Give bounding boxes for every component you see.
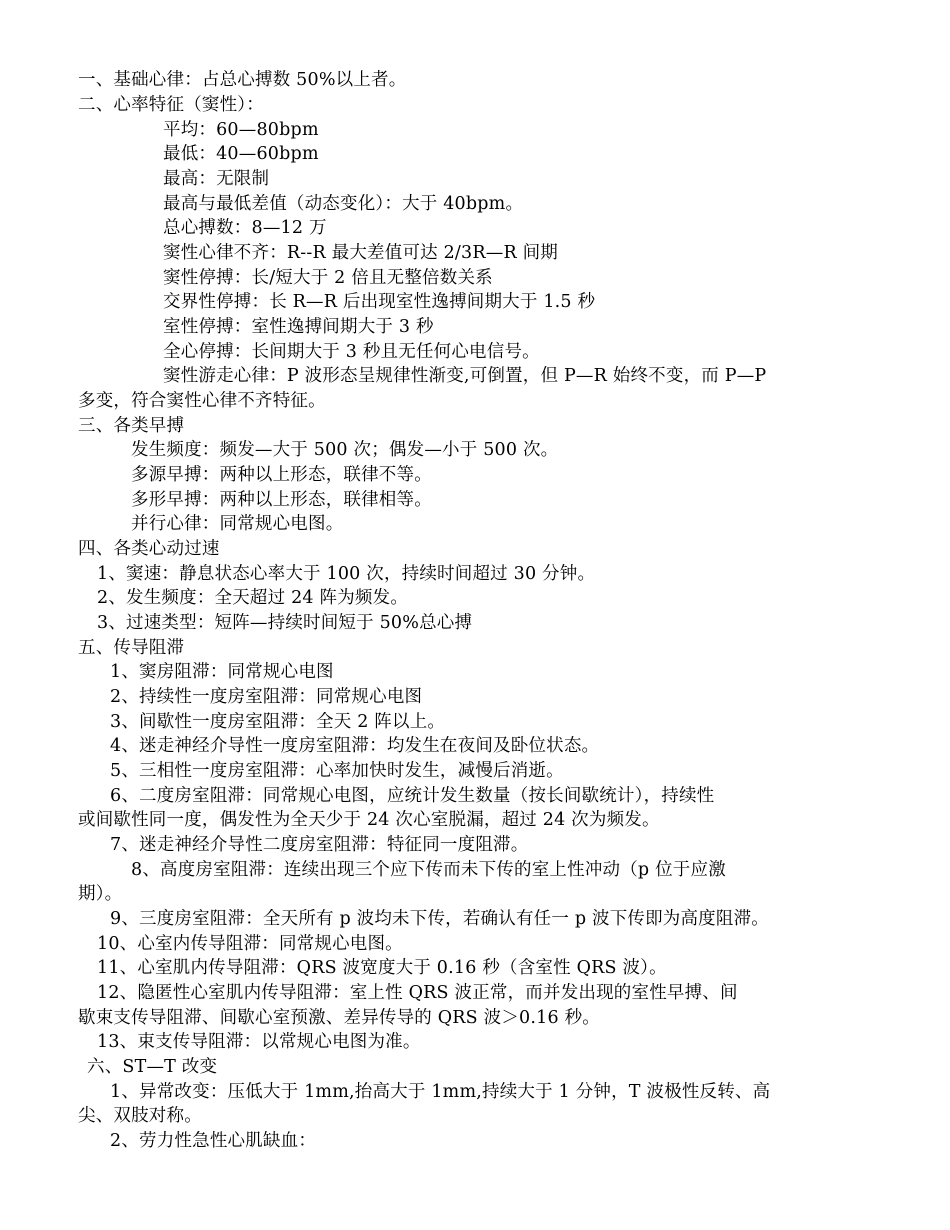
text-line: 或间歇性同一度，偶发性为全天少于 24 次心室脱漏，超过 24 次为频发。: [78, 810, 660, 830]
text-line: 2、劳力性急性心肌缺血：: [110, 1131, 317, 1151]
section-heading-basic-rhythm: 一、基础心律：占总心搏数 50%以上者。: [78, 70, 407, 90]
text-line: 歇束支传导阻滞、间歇心室预激、差异传导的 QRS 波＞0.16 秒。: [78, 1008, 600, 1028]
text-line: 期）。: [78, 884, 123, 904]
text-line: 窦性停搏：长/短大于 2 倍且无整倍数关系: [163, 268, 493, 288]
text-line: 全心停搏：长间期大于 3 秒且无任何心电信号。: [163, 342, 540, 362]
text-line: 1、窦速：静息状态心率大于 100 次，持续时间超过 30 分钟。: [97, 564, 596, 584]
text-line: 多形早搏：两种以上形态，联律相等。: [131, 490, 432, 510]
text-line: 13、束支传导阻滞：以常规心电图为准。: [97, 1032, 421, 1052]
text-line: 最高：无限制: [163, 169, 270, 189]
text-line: 11、心室肌内传导阻滞：QRS 波宽度大于 0.16 秒（含室性 QRS 波）。: [97, 958, 667, 978]
text-line: 9、三度房室阻滞：全天所有 p 波均未下传，若确认有任一 p 波下传即为高度阻滞。: [110, 909, 769, 929]
text-line: 窦性心律不齐：R--R 最大差值可达 2/3R—R 间期: [163, 243, 558, 263]
text-line: 尖、双肢对称。: [78, 1106, 202, 1126]
text-line: 交界性停搏：长 R—R 后出现室性逸搏间期大于 1.5 秒: [163, 292, 596, 312]
text-line: 3、间歇性一度房室阻滞：全天 2 阵以上。: [110, 712, 446, 732]
section-heading-heart-rate: 二、心率特征（窦性）：: [78, 95, 264, 115]
text-line: 8、高度房室阻滞：连续出现三个应下传而未下传的室上性冲动（p 位于应激: [131, 860, 726, 880]
text-line: 最低：40—60bpm: [163, 144, 319, 164]
text-line: 6、二度房室阻滞：同常规心电图，应统计发生数量（按长间歇统计），持续性: [110, 786, 715, 806]
text-line: 最高与最低差值（动态变化）：大于 40bpm。: [163, 194, 524, 214]
section-heading-tachycardia: 四、各类心动过速: [78, 539, 220, 559]
text-line: 平均：60—80bpm: [163, 120, 319, 140]
section-heading-conduction-block: 五、传导阻滞: [78, 638, 185, 658]
text-line: 4、迷走神经介导性一度房室阻滞：均发生在夜间及卧位状态。: [110, 736, 600, 756]
text-line: 12、隐匿性心室肌内传导阻滞：室上性 QRS 波正常，而并发出现的室性早搏、间: [97, 983, 738, 1003]
text-line: 5、三相性一度房室阻滞：心率加快时发生，减慢后消逝。: [110, 761, 564, 781]
text-line: 1、异常改变：压低大于 1mm,抬高大于 1mm,持续大于 1 分钟，T 波极性反转、高: [110, 1082, 771, 1102]
section-heading-premature-beats: 三、各类早搏: [78, 416, 185, 436]
text-line: 2、持续性一度房室阻滞：同常规心电图: [110, 687, 423, 707]
text-line: 2、发生频度：全天超过 24 阵为频发。: [97, 588, 409, 608]
section-heading-st-t-change: 六、ST—T 改变: [87, 1057, 218, 1077]
text-line: 室性停搏：室性逸搏间期大于 3 秒: [163, 317, 434, 337]
text-line: 并行心律：同常规心电图。: [131, 514, 344, 534]
text-line: 1、窦房阻滞：同常规心电图: [110, 662, 334, 682]
text-line: 窦性游走心律：P 波形态呈规律性渐变,可倒置，但 P—R 始终不变，而 P—P: [163, 366, 767, 386]
text-line: 发生频度：频发—大于 500 次；偶发—小于 500 次。: [131, 440, 559, 460]
text-line: 多源早搏：两种以上形态，联律不等。: [131, 465, 432, 485]
text-line: 3、过速类型：短阵—持续时间短于 50%总心搏: [97, 613, 473, 633]
text-line: 总心搏数：8—12 万: [163, 218, 327, 238]
text-line: 10、心室内传导阻滞：同常规心电图。: [97, 934, 403, 954]
text-line: 多变，符合窦性心律不齐特征。: [78, 391, 326, 411]
text-line: 7、迷走神经介导性二度房室阻滞：特征同一度阻滞。: [110, 835, 529, 855]
